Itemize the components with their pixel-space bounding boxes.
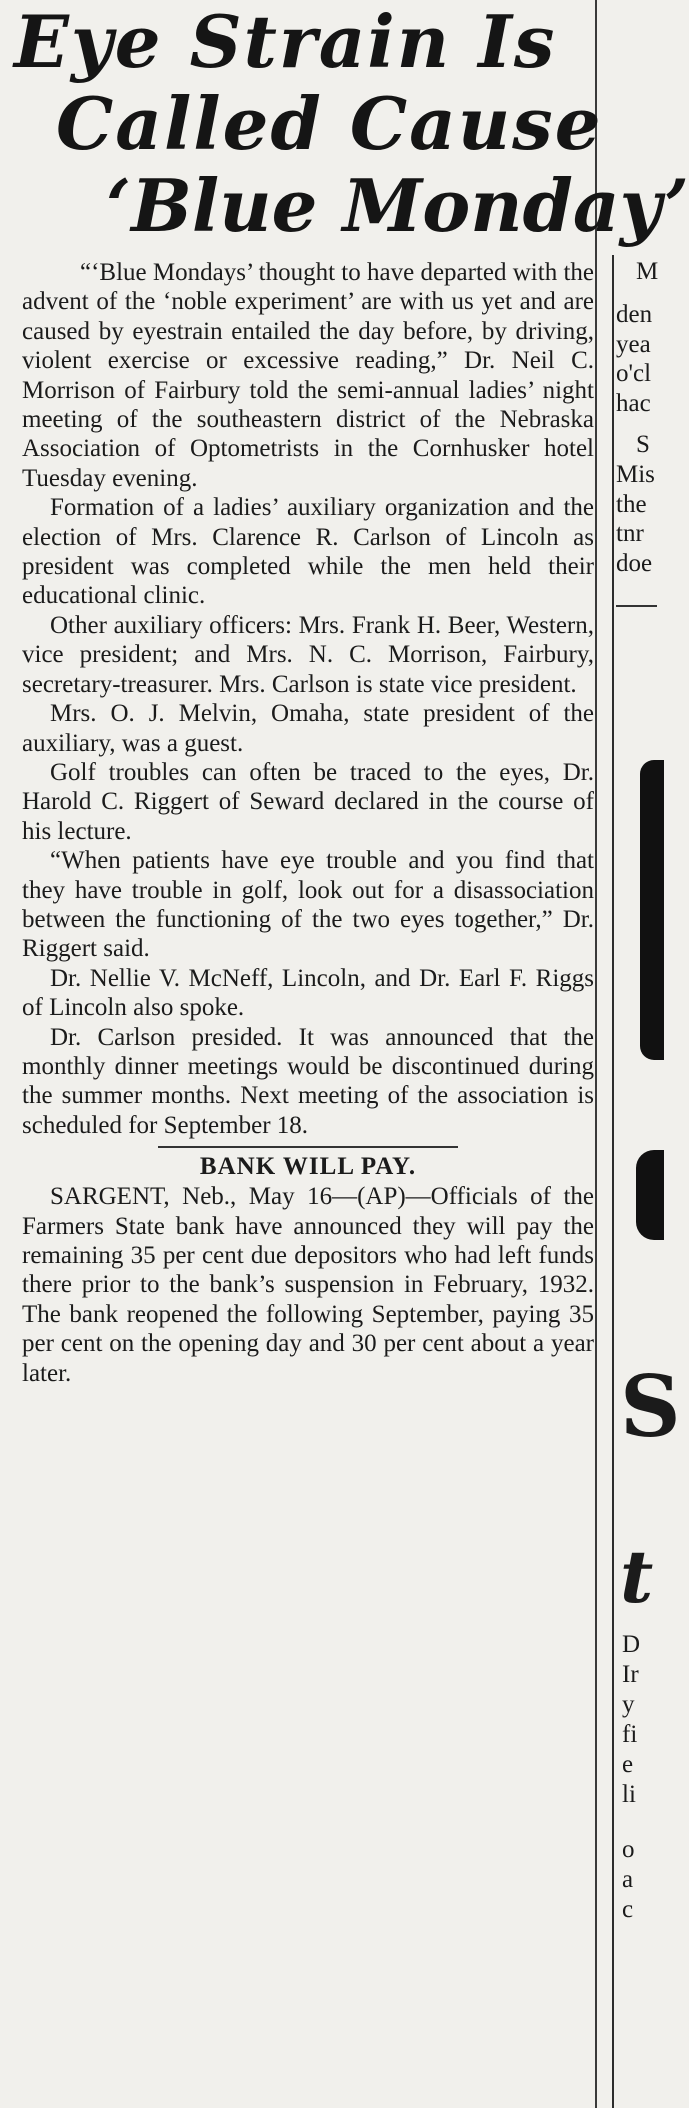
adjacent-fragment: li — [622, 1781, 636, 1808]
article-paragraph: Golf troubles can often be traced to the eyes, Dr. Harold C. Riggert of Seward declared in the course of his lecture. — [22, 758, 594, 845]
adjacent-photo-fragment — [640, 760, 664, 1060]
section-divider — [158, 1146, 458, 1148]
adjacent-rule — [616, 605, 657, 607]
adjacent-fragment: y — [622, 1691, 635, 1718]
adjacent-fragment: Mis — [616, 461, 655, 488]
adjacent-column-rule — [612, 255, 614, 2108]
article-paragraph: “‘Blue Mondays’ thought to have departed with the advent of the ‘noble experiment’ are with us yet and are caused by eyestrain entailed the day before, by driving, violent exercise or excessive reading,” Dr. Neil C. Morrison of Fairbury told the semi-annual ladies’ night meeting of the southeastern district of the Nebraska Association of Optometrists in the Cornhusker hotel Tuesday evening. — [22, 259, 594, 492]
headline-line-3: ‘Blue Monday’ — [106, 163, 689, 248]
adjacent-fragment: tnr — [616, 520, 644, 547]
article-paragraph: Formation of a ladies’ auxiliary organization and the election of Mrs. Clarence R. Carlson of Lincoln as president was completed while the men held their educational clinic. — [22, 494, 594, 610]
headline-line-2: Called Cause — [56, 81, 603, 166]
adjacent-fragment: e — [622, 1751, 634, 1778]
article-paragraph: Other auxiliary officers: Mrs. Frank H. Beer, Western, vice president; and Mrs. N. C. Morrison, Fairbury, secretary-treasurer. Mrs. Carlson is state vice president. — [22, 611, 594, 698]
adjacent-fragment: D — [622, 1631, 641, 1658]
adjacent-fragment: c — [622, 1896, 634, 1923]
column-rule — [595, 0, 597, 2108]
adjacent-fragment: hac — [616, 390, 651, 417]
adjacent-headline-letter: t — [620, 1534, 654, 1619]
adjacent-headline-letter: S — [620, 1357, 681, 1456]
headline-line-1: Eye Strain Is — [14, 0, 557, 84]
adjacent-photo-fragment — [636, 1150, 664, 1240]
adjacent-fragment: M — [636, 258, 659, 285]
article-paragraph: Mrs. O. J. Melvin, Omaha, state president of the auxiliary, was a guest. — [22, 700, 594, 757]
article-paragraph: Dr. Carlson presided. It was announced that the monthly dinner meetings would be discontinued during the summer months. Next meeting of the association is scheduled for September 18. — [22, 1023, 594, 1139]
adjacent-fragment: o'cl — [616, 360, 652, 387]
adjacent-fragment: S — [636, 431, 650, 458]
brief-subhead: BANK WILL PAY. — [199, 1153, 417, 1181]
adjacent-fragment: den — [616, 301, 653, 328]
article-paragraph: “When patients have eye trouble and you find that they have trouble in golf, look out for a disassociation between the functioning of the two eyes together,” Dr. Riggert said. — [22, 847, 594, 963]
article-paragraph: Dr. Nellie V. McNeff, Lincoln, and Dr. Earl F. Riggs of Lincoln also spoke. — [22, 964, 594, 1022]
adjacent-fragment: a — [622, 1866, 634, 1893]
adjacent-fragment: the — [616, 491, 647, 518]
adjacent-fragment: yea — [616, 331, 651, 358]
article-body — [22, 258, 594, 1388]
brief-paragraph: SARGENT, Neb., May 16—(AP)—Officials of the Farmers State bank have announced they will pay the remaining 35 per cent due depositors who had left funds there prior to the bank’s suspension in February, 1932. The bank reopened the following September, paying 35 per cent on the opening day and 30 per cent about a year later. — [22, 1183, 594, 1387]
adjacent-fragment: doe — [616, 550, 653, 577]
adjacent-fragment: Ir — [622, 1661, 639, 1688]
adjacent-fragment: o — [622, 1836, 635, 1863]
adjacent-fragment: fi — [622, 1721, 638, 1748]
